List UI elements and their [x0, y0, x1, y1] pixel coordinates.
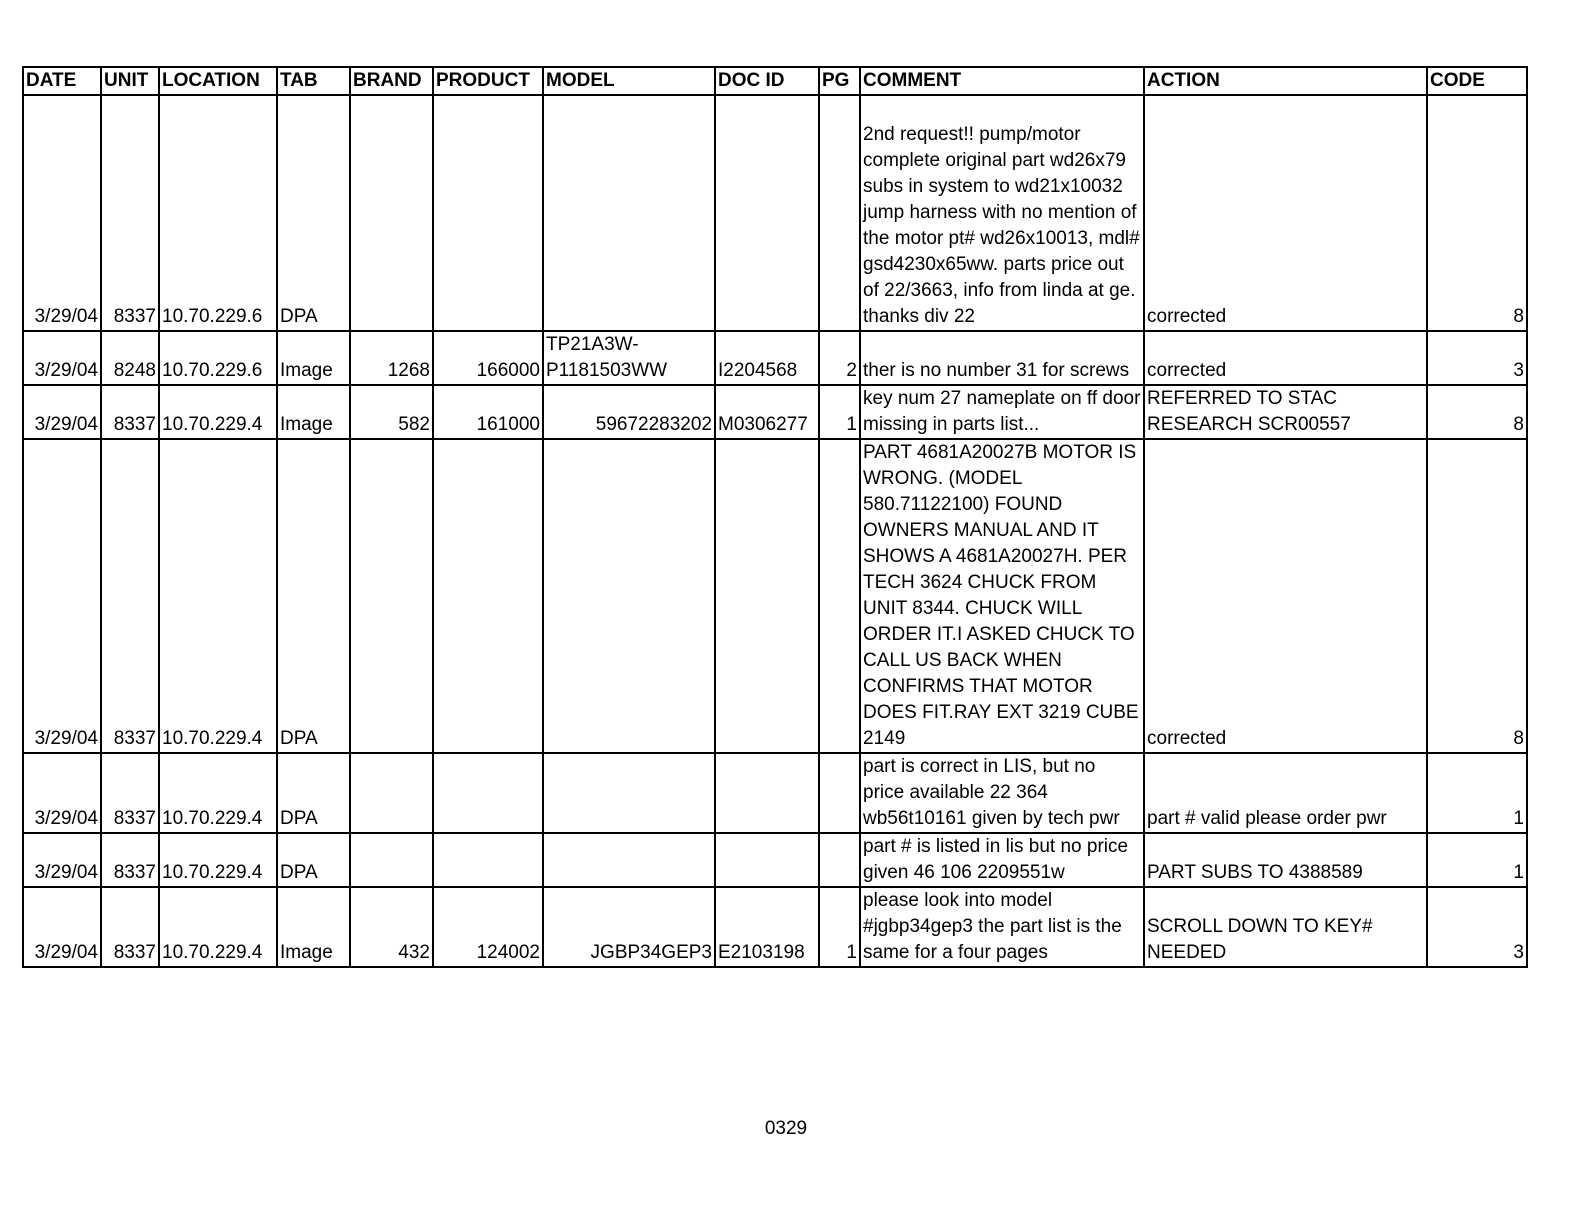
cell-doc-id: E2103198 [715, 887, 819, 967]
header-tab: TAB [277, 67, 350, 95]
cell-brand [350, 753, 433, 833]
cell-comment: PART 4681A20027B MOTOR IS WRONG. (MODEL 580.71122100) FOUND OWNERS MANUAL AND IT SHOWS A 4681A20027H. PER TECH 3624 CHUCK FROM UNIT 8344. CHUCK WILL ORDER IT.I ASKED CHUCK TO CALL US BACK WHEN CONFIRMS THAT MOTOR DOES FIT.RAY EXT 3219 CUBE 2149 [860, 439, 1144, 753]
cell-product [433, 833, 543, 887]
cell-action: corrected [1144, 331, 1427, 385]
table-row [23, 887, 1527, 967]
cell-product: 124002 [433, 887, 543, 967]
cell-model [543, 833, 715, 887]
cell-brand [350, 95, 433, 331]
cell-location: 10.70.229.4 [159, 385, 277, 439]
cell-comment: ther is no number 31 for screws [860, 331, 1144, 385]
cell-model [543, 95, 715, 331]
cell-doc-id [715, 439, 819, 753]
header-model: MODEL [543, 67, 715, 95]
cell-unit: 8337 [101, 833, 159, 887]
cell-date: 3/29/04 [23, 385, 101, 439]
cell-location: 10.70.229.4 [159, 753, 277, 833]
cell-action: corrected [1144, 95, 1427, 331]
cell-date: 3/29/04 [23, 887, 101, 967]
cell-doc-id: I2204568 [715, 331, 819, 385]
cell-unit: 8337 [101, 753, 159, 833]
header-pg: PG [819, 67, 860, 95]
cell-tab: DPA [277, 833, 350, 887]
cell-location: 10.70.229.4 [159, 439, 277, 753]
cell-doc-id [715, 95, 819, 331]
cell-date: 3/29/04 [23, 95, 101, 331]
cell-product [433, 95, 543, 331]
cell-code: 1 [1427, 833, 1527, 887]
cell-model: TP21A3W- P1181503WW [543, 331, 715, 385]
table-row [23, 331, 1527, 385]
cell-pg [819, 753, 860, 833]
cell-date: 3/29/04 [23, 753, 101, 833]
cell-tab: DPA [277, 95, 350, 331]
cell-unit: 8337 [101, 385, 159, 439]
cell-pg [819, 439, 860, 753]
cell-date: 3/29/04 [23, 833, 101, 887]
cell-product [433, 439, 543, 753]
header-brand: BRAND [350, 67, 433, 95]
cell-comment: part is correct in LIS, but no price available 22 364 wb56t10161 given by tech pwr [860, 753, 1144, 833]
parts-request-table [22, 66, 1528, 968]
table-row [23, 439, 1527, 753]
cell-action: SCROLL DOWN TO KEY# NEEDED [1144, 887, 1427, 967]
cell-unit: 8248 [101, 331, 159, 385]
cell-brand: 582 [350, 385, 433, 439]
header-row [23, 67, 1527, 95]
cell-location: 10.70.229.4 [159, 887, 277, 967]
cell-product: 161000 [433, 385, 543, 439]
cell-doc-id [715, 833, 819, 887]
cell-action: part # valid please order pwr [1144, 753, 1427, 833]
cell-model: JGBP34GEP3 [543, 887, 715, 967]
cell-comment: please look into model #jgbp34gep3 the part list is the same for a four pages [860, 887, 1144, 967]
table-row [23, 833, 1527, 887]
cell-location: 10.70.229.6 [159, 331, 277, 385]
cell-comment: key num 27 nameplate on ff door missing in parts list... [860, 385, 1144, 439]
cell-unit: 8337 [101, 439, 159, 753]
page-number: 0329 [764, 1118, 808, 1139]
header-date: DATE [23, 67, 101, 95]
cell-product: 166000 [433, 331, 543, 385]
cell-unit: 8337 [101, 887, 159, 967]
cell-model [543, 439, 715, 753]
cell-code: 8 [1427, 95, 1527, 331]
header-comment: COMMENT [860, 67, 1144, 95]
header-unit: UNIT [101, 67, 159, 95]
cell-brand: 1268 [350, 331, 433, 385]
table-row [23, 753, 1527, 833]
cell-brand: 432 [350, 887, 433, 967]
cell-comment: 2nd request!! pump/motor complete original part wd26x79 subs in system to wd21x10032 jump harness with no mention of the motor pt# wd26x10013, mdl# gsd4230x65ww. parts price out of 22/3663, info from linda at ge. thanks div 22 [860, 95, 1144, 331]
table-row [23, 385, 1527, 439]
cell-unit: 8337 [101, 95, 159, 331]
cell-model [543, 753, 715, 833]
cell-code: 1 [1427, 753, 1527, 833]
cell-brand [350, 439, 433, 753]
header-location: LOCATION [159, 67, 277, 95]
cell-code: 8 [1427, 439, 1527, 753]
cell-tab: Image [277, 385, 350, 439]
table-row [23, 95, 1527, 331]
cell-doc-id [715, 753, 819, 833]
cell-action: REFERRED TO STAC RESEARCH SCR00557 [1144, 385, 1427, 439]
header-action: ACTION [1144, 67, 1427, 95]
cell-pg [819, 833, 860, 887]
header-code: CODE [1427, 67, 1527, 95]
cell-date: 3/29/04 [23, 439, 101, 753]
cell-tab: DPA [277, 753, 350, 833]
cell-pg [819, 95, 860, 331]
cell-code: 3 [1427, 331, 1527, 385]
cell-tab: Image [277, 331, 350, 385]
cell-action: corrected [1144, 439, 1427, 753]
cell-code: 3 [1427, 887, 1527, 967]
header-doc-id: DOC ID [715, 67, 819, 95]
cell-location: 10.70.229.6 [159, 95, 277, 331]
cell-doc-id: M0306277 [715, 385, 819, 439]
cell-comment: part # is listed in lis but no price given 46 106 2209551w [860, 833, 1144, 887]
cell-brand [350, 833, 433, 887]
header-product: PRODUCT [433, 67, 543, 95]
cell-location: 10.70.229.4 [159, 833, 277, 887]
cell-pg: 2 [819, 331, 860, 385]
cell-pg: 1 [819, 887, 860, 967]
cell-product [433, 753, 543, 833]
cell-tab: DPA [277, 439, 350, 753]
cell-action: PART SUBS TO 4388589 [1144, 833, 1427, 887]
cell-tab: Image [277, 887, 350, 967]
cell-model: 59672283202 [543, 385, 715, 439]
table-body [23, 95, 1527, 967]
cell-pg: 1 [819, 385, 860, 439]
cell-date: 3/29/04 [23, 331, 101, 385]
cell-code: 8 [1427, 385, 1527, 439]
